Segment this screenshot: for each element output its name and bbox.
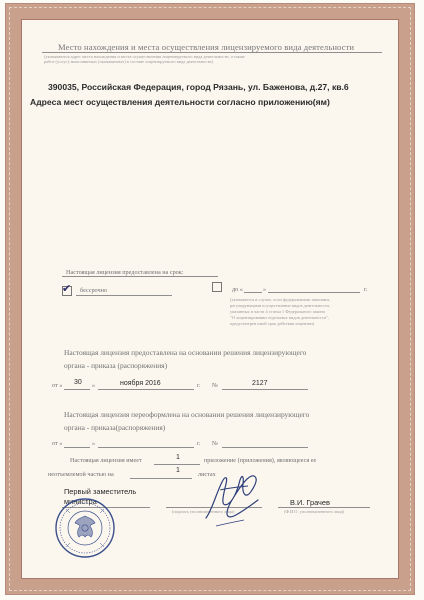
- appendix-text-4: листах: [198, 471, 216, 478]
- check-mark-icon: ✔: [62, 282, 72, 295]
- term-unlimited-label: бессрочно: [80, 287, 108, 294]
- term-until-mid: »: [263, 286, 267, 293]
- term-note-2: регулирующими осуществление видов деятельности,: [230, 303, 330, 308]
- term-note-5: предусмотрен иной срок действия лицензии): [230, 321, 315, 326]
- basis-line-1: Настоящая лицензия предоставлена на основании решения лицензирующего: [64, 348, 307, 357]
- appendix-count-rule: [154, 464, 200, 465]
- basis-from-prefix: от «: [52, 382, 63, 389]
- appendix-pages-rule: [130, 478, 192, 479]
- basis-month-rule: [98, 389, 194, 390]
- basis-year-suffix: г.: [197, 382, 201, 389]
- name-caption: (Ф.И.О. уполномоченного лица): [284, 509, 345, 514]
- header-rule: [42, 52, 382, 53]
- basis-month: ноября 2016: [120, 380, 161, 387]
- reissue-month-rule: [98, 447, 194, 448]
- term-label: Настоящая лицензия предоставлена на срок:: [66, 269, 184, 276]
- basis-day: 30: [74, 379, 82, 386]
- official-seal-icon: [54, 497, 116, 559]
- term-until-day-rule: [244, 292, 262, 293]
- name-rule: [278, 507, 370, 508]
- header-hint-2: работ (услуг), выполняемых (оказываемых) в составе лицензируемого вида деятельности): [44, 59, 213, 64]
- appendix-text-2: приложение (приложения), являющееся ее: [204, 457, 317, 464]
- reissue-day-close: »: [92, 440, 96, 447]
- address-line: 390035, Российская Федерация, город Рязань, ул. Баженова, д.27, кв.6: [48, 82, 349, 92]
- term-note-3: указанных в части 4 статьи 1 Федерального закона: [230, 309, 325, 314]
- reissue-from-prefix: от «: [52, 440, 63, 447]
- term-note-1: (указывается в случае, если федеральными законами,: [230, 297, 330, 302]
- signature-caption: (подпись уполномоченного лица): [172, 509, 235, 514]
- appendix-text-1: Настоящая лицензия имеет: [70, 457, 142, 464]
- page-content: [22, 20, 398, 580]
- reissue-number-rule: [222, 447, 308, 448]
- address-appendix: Адреса мест осуществления деятельности согласно приложению(ям): [30, 97, 330, 107]
- term-note-4: "О лицензировании отдельных видов деятельности",: [230, 315, 329, 320]
- term-until-month-rule: [268, 292, 360, 293]
- reissue-line-2: органа - приказа(распоряжения): [64, 423, 166, 432]
- header-title: Место нахождения и места осуществления лицензируемого вида деятельности: [58, 42, 355, 52]
- term-unlimited-checkbox: [62, 282, 72, 296]
- signer-name: В.И. Грачев: [290, 498, 330, 507]
- basis-day-rule: [64, 389, 90, 390]
- basis-number: 2127: [252, 380, 268, 387]
- signer-position: Первый заместитель: [64, 487, 137, 496]
- appendix-text-3: неотъемлемой частью на: [48, 471, 114, 478]
- basis-line-2: органа - приказа (распоряжения): [64, 361, 168, 370]
- term-until-suffix: г.: [364, 286, 368, 293]
- appendix-count: 1: [176, 454, 180, 461]
- reissue-day-rule: [64, 447, 90, 448]
- reissue-line-1: Настоящая лицензия переоформлена на основании решения лицензирующего: [64, 410, 310, 419]
- term-unlimited-rule: [76, 295, 172, 296]
- appendix-pages: 1: [176, 467, 180, 474]
- term-until-checkbox: [212, 282, 222, 292]
- reissue-number-prefix: №: [212, 440, 218, 447]
- term-until-prefix: до «: [232, 286, 243, 293]
- basis-number-rule: [222, 389, 308, 390]
- term-rule: [62, 276, 218, 277]
- basis-number-prefix: №: [212, 382, 218, 389]
- handwritten-signature-icon: [198, 460, 264, 534]
- basis-day-close: »: [92, 382, 96, 389]
- header-hint-1: (указываются адрес места нахождения и места осуществления лицензируемого вида деятельности, а также: [44, 54, 245, 59]
- signer-position-2: министра: [64, 497, 97, 506]
- reissue-year-suffix: г.: [197, 440, 201, 447]
